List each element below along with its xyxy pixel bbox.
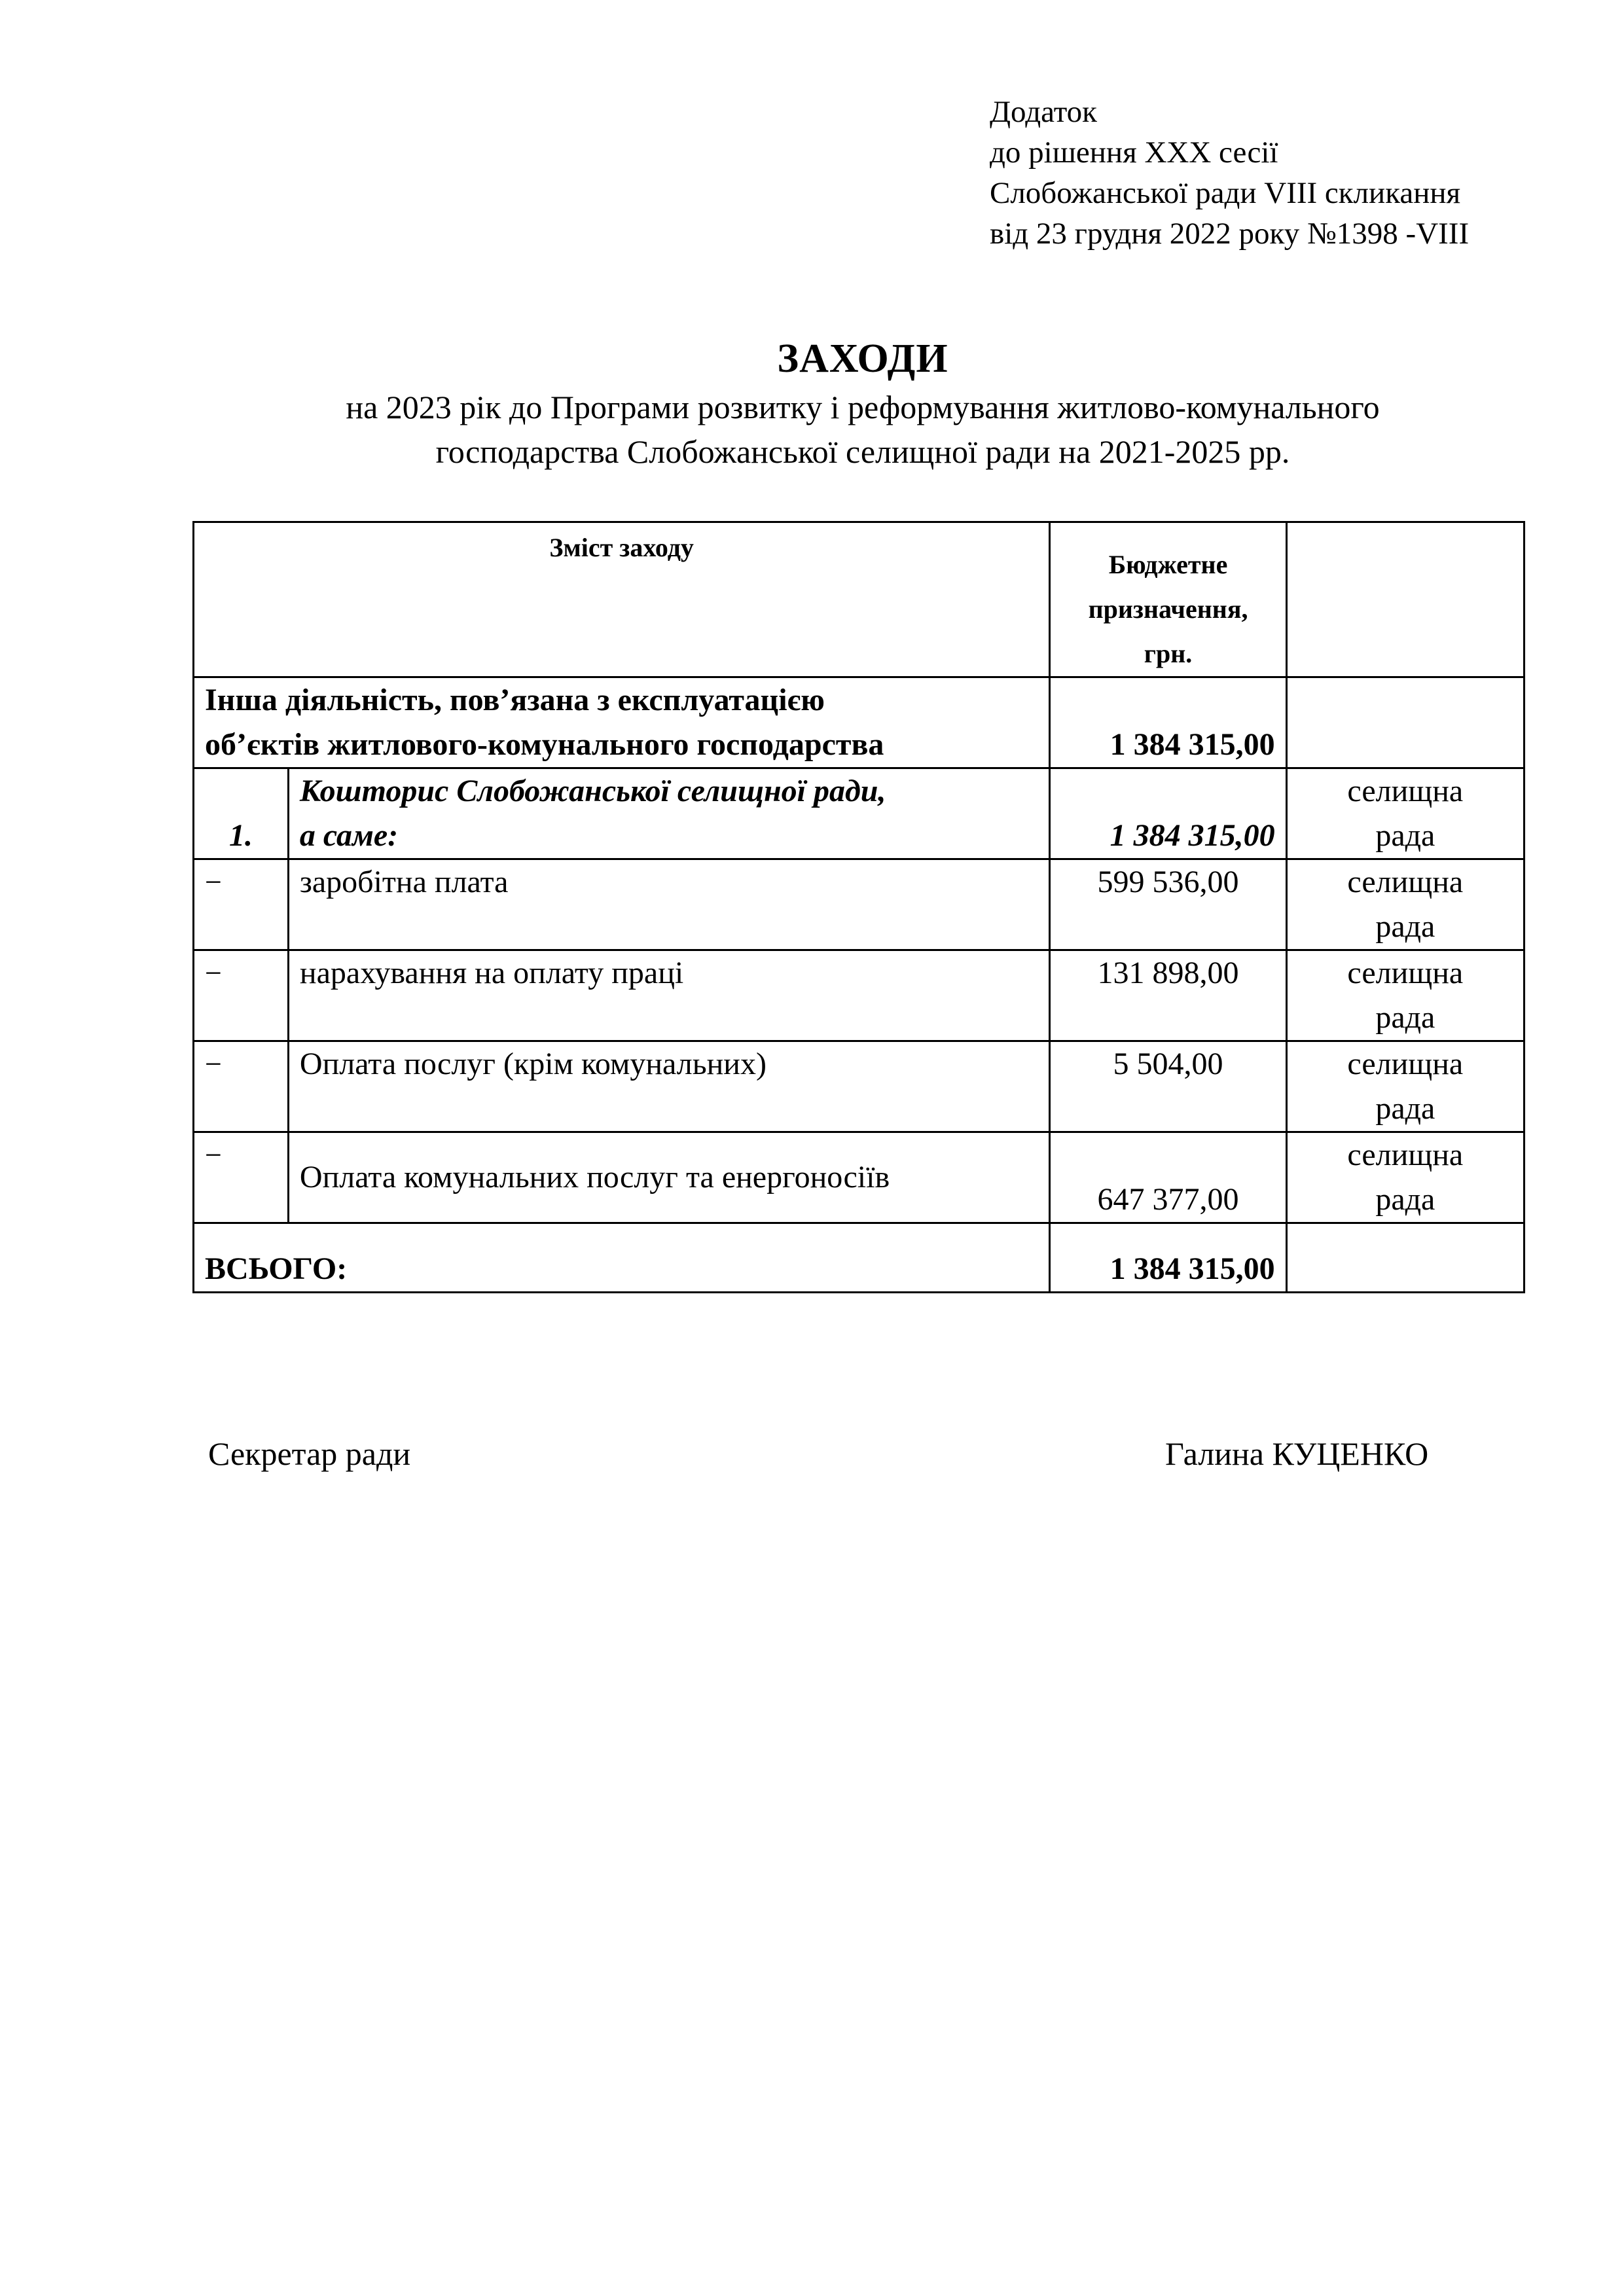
header-budget-line-1: Бюджетне (1108, 550, 1228, 579)
total-label: ВСЬОГО: (194, 1223, 1050, 1293)
addendum-line-3: Слобожанської ради VIII скликання (990, 176, 1461, 210)
item-number: 1. (194, 768, 289, 859)
signature-name: Галина КУЦЕНКО (1165, 1435, 1429, 1472)
addendum-line-4: від 23 грудня 2022 року №1398 -VIII (990, 217, 1470, 251)
table-row (194, 859, 1525, 950)
header-budget (1050, 522, 1286, 677)
row-label: Оплата комунальних послуг та енергоносіїв (288, 1132, 1049, 1223)
row-marker: − (194, 950, 289, 1041)
total-responsible (1286, 1223, 1524, 1293)
signature-position: Секретар ради (208, 1435, 411, 1472)
table-row (194, 1041, 1525, 1132)
section-label-line-2: об’єктів житлового-комунального господарства (205, 727, 884, 762)
section-label-line-1: Інша діяльність, пов’язана з експлуатацією (205, 683, 825, 717)
item-responsible-line-1: селищна (1347, 774, 1464, 808)
item-responsible-line-2: рада (1375, 818, 1435, 853)
row-marker: − (194, 859, 289, 950)
item-responsible (1286, 768, 1524, 859)
item-label-line-2: а саме: (299, 818, 399, 853)
addendum-line-2: до рішення ХХХ сесії (990, 135, 1278, 170)
item-amount: 1 384 315,00 (1050, 768, 1286, 859)
row-label: нарахування на оплату праці (288, 950, 1049, 1041)
row-responsible-line-1: селищна (1347, 865, 1464, 899)
row-label: Оплата послуг (крім комунальних) (288, 1041, 1049, 1132)
table-row (194, 1132, 1525, 1223)
document-title: ЗАХОДИ (777, 336, 948, 381)
row-amount: 647 377,00 (1050, 1132, 1286, 1223)
header-content: Зміст заходу (194, 522, 1050, 677)
row-label: заробітна плата (288, 859, 1049, 950)
row-amount: 5 504,00 (1050, 1041, 1286, 1132)
subtitle-line-1: на 2023 рік до Програми розвитку і реформування житлово-комунального (346, 389, 1380, 425)
item-label-line-1: Кошторис Слобожанської селищної ради, (299, 774, 886, 808)
row-amount: 131 898,00 (1050, 950, 1286, 1041)
row-marker: − (194, 1132, 289, 1223)
section-amount: 1 384 315,00 (1050, 677, 1286, 768)
table-header-row (194, 522, 1525, 677)
header-budget-line-3: грн. (1144, 639, 1193, 668)
row-responsible-line-2: рада (1375, 909, 1435, 944)
section-row (194, 677, 1525, 768)
header-responsible (1286, 522, 1524, 677)
row-responsible (1286, 950, 1524, 1041)
row-responsible-line-2: рада (1375, 1091, 1435, 1126)
item-row (194, 768, 1525, 859)
table-row (194, 950, 1525, 1041)
header-budget-line-2: призначення, (1088, 594, 1248, 624)
addendum-line-1: Додаток (990, 95, 1098, 129)
row-responsible-line-1: селищна (1347, 956, 1464, 990)
row-responsible-line-1: селищна (1347, 1047, 1464, 1081)
section-label (194, 677, 1050, 768)
subtitle-line-2: господарства Слобожанської селищної ради на 2021-2025 рр. (435, 433, 1290, 470)
row-marker: − (194, 1041, 289, 1132)
row-amount: 599 536,00 (1050, 859, 1286, 950)
addendum-block (990, 92, 1469, 254)
document-subtitle (0, 385, 1624, 474)
total-row (194, 1223, 1525, 1293)
item-label (288, 768, 1049, 859)
section-responsible (1286, 677, 1524, 768)
row-responsible-line-2: рада (1375, 1000, 1435, 1035)
measures-table (192, 521, 1525, 1293)
row-responsible (1286, 859, 1524, 950)
row-responsible (1286, 1132, 1524, 1223)
total-amount: 1 384 315,00 (1050, 1223, 1286, 1293)
row-responsible-line-1: селищна (1347, 1138, 1464, 1172)
row-responsible-line-2: рада (1375, 1182, 1435, 1217)
row-responsible (1286, 1041, 1524, 1132)
